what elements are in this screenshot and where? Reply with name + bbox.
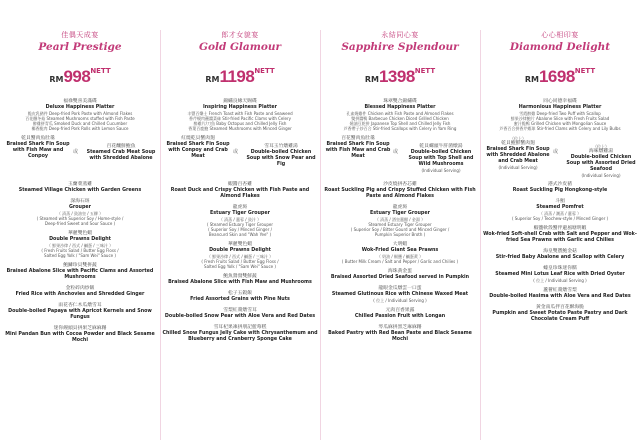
dish-name-cn: 華麗雙色蝦 bbox=[68, 231, 92, 236]
dish-detail: ( Steamed with Superior Soy / Home-style / bbox=[36, 216, 124, 221]
dish-item bbox=[320, 182, 480, 200]
dish-name-en: Double Prawns Delight bbox=[49, 237, 111, 242]
dish-detail: 丰豐百樂士 French Toast with Fish Paste and Seaweed bbox=[187, 111, 293, 116]
or-label: 或 bbox=[73, 149, 79, 155]
dish-name-en: Double-boiled Chicken Soup with Assorted Dried Seafood bbox=[566, 155, 636, 172]
menu-title-en: Gold Glamour bbox=[199, 41, 281, 53]
menu-column bbox=[160, 0, 320, 448]
menu-title-en: Sapphire Splendour bbox=[341, 41, 459, 53]
dish-detail: ( Steamed Estuary Tiger Grouper bbox=[206, 222, 274, 227]
menu-price bbox=[0, 67, 160, 87]
dish-item bbox=[320, 99, 480, 131]
dish-name-en: Braised Shark Fin Soup with Shredded Abalone and Crab Meat bbox=[486, 147, 550, 164]
price-nett: NETT bbox=[254, 67, 275, 75]
dish-item bbox=[480, 288, 640, 300]
dish-detail: ( Superior Soy / Minced Ginger / bbox=[208, 227, 272, 232]
dish-name-en: Double Prawns Delight bbox=[209, 248, 271, 253]
dish-list bbox=[320, 99, 480, 343]
dish-detail: （ 鮮果沙律 / 西式 / 鹹蛋 / 三味汁 ） bbox=[206, 254, 274, 259]
dish-detail: 鮮果沙律鮑片 Abalone Slice with Fresh Fruits Salad bbox=[510, 116, 610, 121]
menu-title-en: Diamond Delight bbox=[509, 41, 611, 53]
dish-name-cn: 迷你饅頭貝拼果芝麻麻糬 bbox=[53, 326, 107, 331]
dish-detail: （ 清蒸 / 豉油皇 / 五柳 ） bbox=[56, 211, 104, 216]
dish-name-cn: 玉蘭菜蒸雞 bbox=[68, 182, 92, 187]
dish-list bbox=[160, 99, 320, 343]
dish-name-en: Steamed Village Chicken with Garden Greens bbox=[18, 188, 142, 193]
dish-item bbox=[480, 182, 640, 194]
dish-option-right bbox=[404, 144, 478, 173]
or-label: 或 bbox=[233, 149, 239, 155]
dish-item bbox=[480, 305, 640, 323]
dish-option-left bbox=[2, 136, 74, 160]
price-currency: RM bbox=[205, 75, 220, 84]
dish-name-cn: 乾貝螺頭牛肝菌燉湯 bbox=[419, 144, 463, 149]
dish-name-en: Double-boiled Chicken Soup with Top Shell and Wild Mushrooms bbox=[408, 150, 474, 167]
dish-name-cn: 鮑魚鴛鴦雙鮮蔬 bbox=[223, 274, 257, 279]
dish-item bbox=[480, 199, 640, 221]
dish-name-en: Stir-fried Baby Abalone and Scallop with Celery bbox=[495, 255, 625, 260]
dish-choice-pair bbox=[160, 136, 320, 178]
dish-name-en: Steamed Mini Lotus Leaf Rice with Dried Oyster bbox=[495, 272, 625, 277]
menu-title-cn: 永結同心宴 bbox=[381, 31, 419, 39]
column-divider bbox=[480, 30, 481, 440]
dish-name-cn: 百花釀鮮鮑魚 bbox=[106, 144, 136, 149]
column-divider bbox=[320, 30, 321, 440]
dish-item bbox=[320, 286, 480, 303]
dish-detail: ( Superior Soy / Teochew-style / Minced Ginger ) bbox=[511, 216, 609, 221]
dish-name-cn: 金粒碎肉炒飯 bbox=[65, 286, 95, 291]
menu-title-en: Pearl Prestige bbox=[38, 41, 122, 53]
dish-note: (Individual Serving) bbox=[421, 168, 461, 173]
dish-name-en: Braised Abalone Slice with Fish Maw and Mushrooms bbox=[168, 280, 312, 285]
dish-tag: （位上） bbox=[510, 136, 526, 141]
dish-name-cn: 龍虎斑 bbox=[232, 205, 248, 210]
dish-item bbox=[0, 99, 160, 131]
dish-name-cn: 斗鯧 bbox=[555, 199, 565, 204]
dish-name-cn: 鮑鱗珍貝雙拼蔬 bbox=[63, 263, 97, 268]
dish-detail: 香葉百鹿鮑 Steamed Mushrooms with Minced Ginger bbox=[188, 126, 292, 131]
menu-price bbox=[160, 67, 320, 87]
dish-name-cn: 港式沙皮豬 bbox=[548, 182, 572, 187]
dish-item bbox=[0, 263, 160, 281]
price-amount: 1398 bbox=[378, 67, 415, 86]
dish-detail: 蜜汁脆鴨 Grilled Chicken with Mongolian Sauce bbox=[513, 121, 607, 126]
dish-detail: 脆皮乳豬件 Deep-fried Pork Paste with Almond Flakes bbox=[27, 111, 133, 116]
dish-name-en: Wok-fried Soft-shell Crab with Salt and Pepper and Wok-fried Sea Prawns with Garlic and Chilies bbox=[483, 232, 637, 243]
dish-detail: Salted Egg Yolk / "Sam Wei" Sauce ) bbox=[204, 264, 276, 269]
dish-item bbox=[480, 249, 640, 261]
dish-note: ( 位上 / Individual Serving ) bbox=[533, 278, 587, 283]
dish-detail: ( Superior Soy / Bitter Gourd and Minced Ginger / bbox=[350, 227, 450, 232]
dish-name-cn: 海味燉雞湯 bbox=[589, 149, 613, 154]
or-label: 或 bbox=[393, 149, 399, 155]
dish-item bbox=[160, 325, 320, 343]
dish-name-cn: 松子五穀飯 bbox=[228, 291, 252, 296]
dish-option-right bbox=[244, 144, 318, 168]
dish-detail: 燒滷豆乾拼 Japanese Top Shell and Chilled Jelly Fish bbox=[349, 121, 451, 126]
dish-name-cn: 雪耳杞果凍拼朋記藍莓糕 bbox=[213, 325, 267, 330]
menu-title-cn: 郎才女貌宴 bbox=[221, 31, 259, 39]
dish-name-cn: 龍虎斑 bbox=[392, 205, 408, 210]
dish-name-cn: 海珠黃金蛋 bbox=[388, 269, 412, 274]
dish-item bbox=[160, 242, 320, 269]
dish-name-cn: 百花蟹肉魚肚羹 bbox=[341, 136, 375, 141]
dish-choice-pair bbox=[480, 136, 640, 178]
dish-detail: （ 鮮果沙律 / 西式 / 鹹蛋 / 三味汁 ） bbox=[46, 243, 114, 248]
dish-note: ( 位上 / Individual Serving ) bbox=[373, 298, 427, 303]
dish-name-cn: 紅燒乾貝蟹肉翅 bbox=[181, 136, 215, 141]
dish-name-cn: 深海石斑 bbox=[70, 199, 90, 204]
dish-detail: 香芹蜆肉蘸醬菜絲 Stir-fried Pacific Clams with Celery bbox=[189, 116, 291, 121]
dish-name-en: Double-boiled Papaya with Apricot Kernels and Snow Fungus bbox=[8, 309, 152, 320]
dish-name-en: Pumpkin and Sweet Potato Paste Pastry and Dark Chocolate Cream Puff bbox=[492, 311, 628, 322]
dish-detail: 百花釀冬菇 Steamed Mushrooms stuffed with Fish Paste bbox=[25, 116, 135, 121]
dish-name-cn: 福祿雙喜美滿碟 bbox=[63, 99, 97, 104]
price-amount: 998 bbox=[63, 67, 91, 86]
menu-price bbox=[480, 67, 640, 87]
dish-name-en: Estuary Tiger Grouper bbox=[210, 211, 270, 216]
dish-item bbox=[320, 269, 480, 281]
dish-detail: ( Butter Milk Cream / Salt and Pepper / Garlic and Chilies ) bbox=[341, 259, 459, 264]
dish-item bbox=[160, 308, 320, 320]
dish-item bbox=[320, 205, 480, 237]
price-nett: NETT bbox=[90, 67, 111, 75]
dish-detail: （ 清蒸 / 潮蒸 / 薑蓉 ） bbox=[538, 211, 582, 216]
dish-name-en: Braised Shark Fin Soup with Conpoy and Crab Meat bbox=[166, 142, 230, 159]
dish-tag: （位上） bbox=[593, 144, 609, 149]
dish-detail: （ 奶油 / 椒鹽 / 鹹蛋黃 ） bbox=[376, 254, 424, 259]
dish-name-cn: 雨花杏仁木瓜燉雪耳 bbox=[58, 303, 102, 308]
dish-name-en: Blessed Happiness Platter bbox=[364, 105, 436, 110]
dish-name-cn: 元肉百香果露 bbox=[385, 308, 415, 313]
dish-name-en: Inspiring Happiness Platter bbox=[202, 105, 278, 110]
dish-detail: 芦香百合拼香芹蝦球 Stir-fried Clams with Celery and Lily Bulbs bbox=[499, 126, 621, 131]
menu-column bbox=[480, 0, 640, 448]
dish-detail: Steamed Estuary Tiger Grouper bbox=[368, 222, 432, 227]
dish-name-cn: 同心同德幸福碟 bbox=[543, 99, 577, 104]
dish-detail: 雙拼醬鴨 Barbecue Chicken Diced Grilled Chicken bbox=[351, 116, 449, 121]
dish-name-en: Braised Shark Fin Soup with Fish Maw and Conpoy bbox=[6, 142, 70, 159]
dish-item bbox=[0, 326, 160, 344]
dish-name-cn: 珠翠雙合錦繡碟 bbox=[383, 99, 417, 104]
dish-item bbox=[160, 291, 320, 303]
dish-name-cn: 錦繡良緣天賜碟 bbox=[223, 99, 257, 104]
dish-name-en: Fried Assorted Grains with Pine Nuts bbox=[190, 297, 290, 302]
dish-detail: 醉雞拼青瓜 Smoked Duck and Chilled Cucumber bbox=[32, 121, 128, 126]
or-label: 或 bbox=[553, 149, 559, 155]
dish-list bbox=[480, 99, 640, 323]
dish-detail: Deep-fried Sweet and Sour Sauce ) bbox=[44, 221, 116, 226]
dish-detail: ( Fresh Fruits Salad / Butter Egg Floss / bbox=[201, 259, 279, 264]
dish-item bbox=[160, 205, 320, 237]
dish-name-cn: 黃金南瓜拌百花酥海脆 bbox=[536, 305, 584, 310]
dish-name-en: Double-boiled Hasima with Aloe Vera and Red Dates bbox=[489, 294, 631, 299]
dish-name-en: Fried Rice with Anchovies and Shredded Ginger bbox=[15, 292, 145, 297]
dish-item bbox=[320, 242, 480, 264]
dish-name-en: Steamed Crab Meat Soup with Shredded Abalone bbox=[86, 150, 156, 161]
dish-name-en: Steamed Pomfret bbox=[536, 205, 584, 210]
column-divider bbox=[160, 30, 161, 440]
dish-name-cn: 雪梨紅棗燉雪耳 bbox=[223, 308, 257, 313]
dish-list bbox=[0, 99, 160, 344]
dish-name-en: Steamed Glutinous Rice with Chinese Waxed Meat bbox=[331, 292, 469, 297]
dish-detail: ( Fresh Fruits Salad / Butter Egg Floss / bbox=[41, 248, 119, 253]
dish-name-cn: 龍眼金瓜燉雲一口蛋 bbox=[378, 286, 422, 291]
dish-option-left bbox=[162, 136, 234, 160]
dish-detail: 雪霞醉雞 Deep-fried Two Puff with Scallop bbox=[519, 111, 601, 116]
dish-detail: 芦香帶子炒百合 Stir-fried Scallops with Celery in Yam Ring bbox=[343, 126, 457, 131]
dish-name-cn: 琴瓜麻拼黑芝麻麻糬 bbox=[378, 325, 422, 330]
dish-name-cn: 乾貝鮑鮮蟹肉翅 bbox=[501, 141, 535, 146]
dish-item bbox=[160, 182, 320, 200]
dish-name-en: Harmonious Happiness Platter bbox=[518, 105, 602, 110]
dish-item bbox=[0, 286, 160, 298]
dish-name-en: Double-boiled Chicken Soup with Snow Pear and Fig bbox=[246, 150, 316, 167]
dish-name-cn: 雪耳玉竹燉雞湯 bbox=[264, 144, 298, 149]
dish-name-cn: 沙皮燒拼杏芯雞 bbox=[383, 182, 417, 187]
menu-column bbox=[320, 0, 480, 448]
dish-name-cn: 蝦醬百杏雞 bbox=[228, 182, 252, 187]
price-currency: RM bbox=[364, 75, 379, 84]
dish-detail: （ 清蒸 / 薑蓉 / 豉汁 ） bbox=[218, 217, 262, 222]
dish-item bbox=[160, 274, 320, 286]
dish-detail: 醉雞片/刀魚 Baby Octopus and Chilled Jelly Fish bbox=[193, 121, 287, 126]
dish-choice-pair bbox=[0, 136, 160, 178]
dish-item bbox=[480, 99, 640, 131]
dish-name-en: Braised Abalone Slice with Pacific Clams and Assorted Mushrooms bbox=[6, 269, 154, 280]
dish-detail: Salted Egg Yolk / "Sam Wei" Sauce ) bbox=[44, 253, 116, 258]
menu-column bbox=[0, 0, 160, 448]
price-nett: NETT bbox=[574, 67, 596, 75]
dish-name-en: Mini Pandan Bun with Cocoa Powder and Black Sesame Mochi bbox=[5, 332, 155, 343]
dish-note: (Individual Serving) bbox=[581, 173, 621, 178]
dish-detail: 孔雀燒雞件 Chicken with Fish Paste and Almond Flakes bbox=[346, 111, 454, 116]
dish-name-cn: 椒鹽軟殼蟹伴避風塘明蝦 bbox=[533, 226, 587, 231]
dish-name-en: Roast Suckling Pig and Crispy Stuffed Chicken with Fish Paste and Almond Flakes bbox=[324, 188, 476, 199]
price-amount: 1198 bbox=[219, 67, 255, 86]
menu-price bbox=[320, 67, 480, 87]
dish-name-cn: 蠔皇珍珠迷你糯 bbox=[543, 266, 577, 271]
dish-name-en: Braised Assorted Dried Seafood served in Pumpkin bbox=[330, 275, 470, 280]
dish-detail: 椰香脆肉 Deep-fried Pork Rolls with Lemon Sauce bbox=[31, 126, 129, 131]
dish-option-left bbox=[322, 136, 394, 160]
dish-name-cn: 大明蝦 bbox=[392, 242, 408, 247]
dish-choice-pair bbox=[320, 136, 480, 178]
dish-name-en: Estuary Tiger Grouper bbox=[370, 211, 430, 216]
dish-item bbox=[320, 325, 480, 343]
dish-item bbox=[0, 199, 160, 226]
dish-item bbox=[480, 266, 640, 283]
dish-name-en: Roast Suckling Pig Hongkong-style bbox=[512, 188, 608, 193]
dish-name-en: Wok-Fried Giant Sea Prawns bbox=[361, 248, 439, 253]
dish-name-en: Double-boiled Snow Pear with Aloe Vera and Red Dates bbox=[164, 314, 316, 319]
dish-name-en: Deluxe Happiness Platter bbox=[45, 105, 115, 110]
dish-name-en: Roast Duck and Crispy Chicken with Fish Paste and Almond Flakes bbox=[170, 188, 310, 199]
dish-detail: （ 清蒸 / 酒皇薑醋 / 金湯 ） bbox=[374, 217, 426, 222]
dish-item bbox=[480, 226, 640, 244]
menu-title-cn: 心心相印宴 bbox=[541, 31, 579, 39]
dish-name-en: Chilled Snow Fungus Jelly Cake with Chrysanthemum and Blueberry and Cranberry Sponge Cake bbox=[162, 331, 318, 342]
dish-name-cn: 華麗雙色蝦 bbox=[228, 242, 252, 247]
dish-detail: Beancurd Skin and "Wah Yee" ) bbox=[208, 232, 272, 237]
dish-name-en: Baked Pastry with Red Bean Paste and Black Sesame Mochi bbox=[328, 331, 472, 342]
dish-name-cn: 蘆薈紅棗燉雪梨 bbox=[543, 288, 577, 293]
price-currency: RM bbox=[49, 75, 64, 84]
dish-item bbox=[0, 182, 160, 194]
dish-option-right bbox=[564, 144, 638, 178]
dish-name-en: Chilled Passion Fruit with Longan bbox=[354, 314, 446, 319]
dish-option-right bbox=[84, 144, 158, 162]
dish-option-left bbox=[482, 136, 554, 170]
dish-item bbox=[0, 231, 160, 258]
dish-name-cn: 乾貝蟹肉魚肚羹 bbox=[21, 136, 55, 141]
dish-note: (Individual Serving) bbox=[498, 165, 538, 170]
dish-item bbox=[160, 99, 320, 131]
dish-name-en: Grouper bbox=[68, 205, 92, 210]
dish-name-en: Braised Shark Fin Soup with Fish Maw and Crab Meat bbox=[325, 142, 391, 159]
dish-detail: Pumpkin Superior Broth ) bbox=[374, 232, 426, 237]
price-nett: NETT bbox=[414, 67, 436, 75]
menu-title-cn: 佳偶天成宴 bbox=[61, 31, 99, 39]
price-currency: RM bbox=[524, 75, 539, 84]
dish-item bbox=[320, 308, 480, 320]
dish-item bbox=[0, 303, 160, 321]
price-amount: 1698 bbox=[538, 67, 575, 86]
dish-name-cn: 海皇雙寶鮑金菇 bbox=[543, 249, 577, 254]
